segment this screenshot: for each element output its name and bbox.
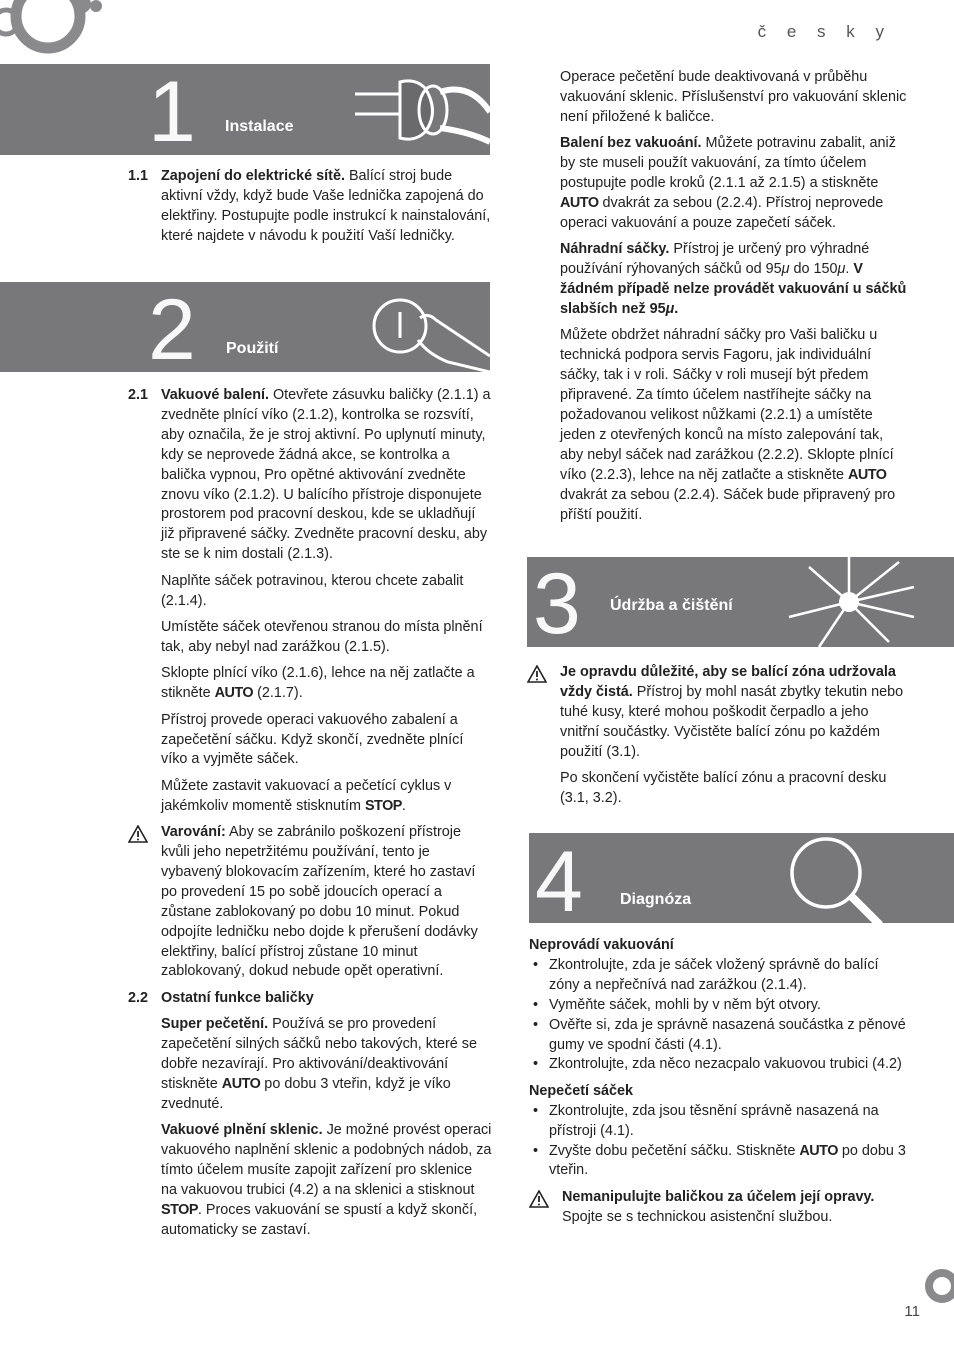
section-title: Použití bbox=[226, 340, 279, 357]
list-item: • Zkontrolujte, zda je sáček vložený správně do balící zóny a nepřečnívá nad zarážkou (2.1.4). bbox=[529, 956, 911, 996]
section-title: Diagnóza bbox=[620, 891, 692, 908]
paragraph-heading: Ostatní funkce baličky bbox=[161, 989, 314, 1006]
paragraph-text: Můžete zastavit vakuovací a pečetící cyklus v jakémkoliv momentě stisknutím STOP. bbox=[161, 777, 452, 814]
paragraph-text: Otevřete zásuvku baličky (2.1.1) a zvedněte plnící víko (2.1.2), kontrolka se rozsvítí, aby označila, že je stroj aktivní. Po uplynutí minuty, kdy se neprovede žádná akce, se kontrolka a balička vypnou, Pro opětné aktivování zvedněte znovu víko (2.1.2). U balícího přístroje disponujete prostorem pod pracovní deskou, kde se ukladňují již připravené sáčky. Zvedněte pracovní desku, aby ste se k nim dostali (2.1.3). bbox=[161, 387, 491, 563]
section-number: 3 bbox=[533, 557, 581, 647]
paragraph-text: Umístěte sáček otevřenou stranou do místa plnění tak, aby nebyl nad zarážkou (2.1.5). bbox=[161, 618, 483, 655]
warning-icon bbox=[529, 1190, 549, 1208]
decorative-circles-logo bbox=[0, 0, 110, 60]
section-number: 4 bbox=[535, 834, 583, 923]
section-band-udrzba bbox=[527, 557, 954, 647]
auto-key-label: AUTO bbox=[560, 194, 599, 211]
paragraph-text: Přístroj provede operaci vakuového zabalení a zapečetění sáčku. Když skončí, zvedněte plnící víko a vyjměte sáček. bbox=[161, 711, 464, 768]
sparkle-icon bbox=[779, 557, 919, 647]
paragraph-1-1 bbox=[128, 167, 492, 247]
paragraph-text: Můžete obdržet náhradní sáčky pro Vaši baličku u technická podpora servis Fagoru, jak individuální sáčky, tak i v roli. Sáčky v roli musejí být předem připravené. Za tímto účelem nastříhejte sáčky na požadovanou velikost nůžkami (2.2.1) a umístěte jeden z otevřených konců na místo zalepování tak, aby nebyl sáček nad zarážkou (2.2.2). Sklopte plnící víko (2.2.3), lehce na něj zatlačte a stiskněte AUTO dvakrát za sebou (2.2.4). Sáček bude připravený pro příští použití. bbox=[560, 327, 896, 523]
auto-key-label: AUTO bbox=[847, 466, 887, 483]
warning-heading: Je opravdu důležité, aby se balící zóna udržovala vždy čistá. bbox=[560, 664, 896, 700]
warning-block bbox=[527, 663, 910, 763]
section-band-diagnoza bbox=[529, 833, 954, 923]
right-column bbox=[560, 68, 910, 532]
list-item: • Vyměňte sáček, mohli by v něm být otvory. bbox=[529, 996, 911, 1016]
no-seal-checklist bbox=[529, 1102, 911, 1182]
warning-text: Aby se zabránilo poškození přístroje kvůli jeho nepetržitému používání, tento je vybavený blokovacím zařízením, které ho zastaví po provedení 15 po sobě jdoucích operací a zůstane zablokovaný po dobu 10 minut. Pokud odpojíte ledničku nebo dojde k přerušení dodávky elektřiny, balící přístroj zůstane 10 minut zablokovaný, dokud nebude opět operativní. bbox=[161, 824, 478, 980]
super-seal-paragraph: Super pečetění. Používá se pro provedení zapečetění silných sáčků nebo takových, které se dobře nezavírají. Pro aktivování/deaktivování stiskněte AUTO po dobu 3 vteřin, když je víko zvednuté. bbox=[161, 1016, 477, 1112]
section-title: Údržba a čištění bbox=[610, 597, 733, 614]
warning-block bbox=[529, 1188, 911, 1228]
paragraph-text: Sklopte plnící víko (2.1.6), lehce na něj zatlačte a stikněte AUTO (2.1.7). bbox=[161, 665, 475, 702]
no-vacuum-checklist bbox=[529, 956, 911, 1075]
diagnosis-heading-no-vacuum: Neprovádí vakuování bbox=[529, 937, 674, 953]
stop-key-label: STOP bbox=[364, 797, 402, 814]
paragraph-number: 1.1 bbox=[128, 168, 149, 184]
left-column-usage bbox=[128, 386, 492, 1247]
section-band-pouziti bbox=[0, 282, 490, 372]
paragraph-number: 2.1 bbox=[128, 387, 149, 403]
list-item: • Zkontrolujte, zda něco nezacpalo vakuovou trubici (4.2) bbox=[529, 1055, 911, 1075]
left-column bbox=[128, 167, 492, 253]
warning-block bbox=[128, 823, 492, 982]
maintenance-column bbox=[527, 663, 910, 815]
magnifier-icon bbox=[784, 833, 894, 923]
paragraph-text: Naplňte sáček potravinou, kterou chcete zabalit (2.1.4). bbox=[161, 572, 464, 609]
paragraph-text: Po skončení vyčistěte balící zónu a pracovní desku (3.1, 3.2). bbox=[560, 770, 887, 806]
list-item: • Zkontrolujte, zda jsou těsnění správně nasazená na přístroji (4.1). bbox=[529, 1102, 911, 1142]
section-number: 2 bbox=[148, 282, 196, 372]
warning-heading: Nemanipulujte baličkou za účelem její opravy. bbox=[562, 1188, 875, 1205]
paragraph-heading: Vakuové balení. bbox=[161, 387, 269, 403]
paragraph-2-2 bbox=[128, 989, 492, 1009]
list-item: • Zvyšte dobu pečetění sáčku. Stiskněte AUTO po dobu 3 vteřin. bbox=[529, 1142, 911, 1182]
auto-key-label: AUTO bbox=[799, 1142, 838, 1159]
section-band-instalace bbox=[0, 64, 490, 155]
warning-text: Spojte se s technickou asistenční službou. bbox=[562, 1208, 833, 1225]
decorative-circle bbox=[922, 1266, 954, 1306]
warning-heading: Varování: bbox=[161, 824, 226, 841]
page-number: 11 bbox=[904, 1303, 920, 1320]
diagnosis-heading-no-seal: Nepečetí sáček bbox=[529, 1082, 634, 1099]
language-label: č e s k y bbox=[757, 22, 892, 41]
paragraph-2-1 bbox=[128, 386, 492, 565]
finger-button-icon bbox=[368, 290, 490, 372]
replacement-bags-paragraph: Náhradní sáčky. Přístroj je určený pro výhradné používání rýhovaných sáčků od 95μ do 150μ. V žádném případě nelze provádět vakuování u sáčků slabších než 95μ. bbox=[560, 241, 907, 317]
plug-icon bbox=[345, 72, 490, 152]
warning-icon bbox=[128, 825, 148, 843]
auto-key-label: AUTO bbox=[221, 1076, 261, 1092]
no-vacuum-paragraph: Balení bez vakuoání. Můžete potravinu zabalit, aniž by ste museli použít vakuování, za tímto účelem postupujte podle kroků (2.1.1 až 2.1.5) a stiskněte AUTO dvakrát za sebou (2.2.4). Přístroj neprovede operaci vakuování a pouze zapečetí sáček. bbox=[560, 135, 896, 231]
paragraph-text: Operace pečetění bude deaktivovaná v průběhu vakuování sklenic. Příslušenství pro vakuování sklenic není přiložené k baličce. bbox=[560, 69, 907, 125]
auto-key-label: AUTO bbox=[214, 685, 254, 702]
stop-key-label: STOP bbox=[161, 1201, 198, 1218]
section-number: 1 bbox=[148, 64, 196, 155]
jar-vacuum-paragraph: Vakuové plnění sklenic. Je možné provést operaci vakuového naplnění sklenic a podobných nádob, za tímto účelem musíte zapojit zařízení pro sklenice na vakuovou trubici (4.2) a na sklenici a stisknout STOP. Proces vakuování se spustí a když skončí, automaticky se zastaví. bbox=[161, 1122, 492, 1238]
paragraph-number: 2.2 bbox=[128, 989, 149, 1006]
paragraph-text: Balící stroj bude aktivní vždy, když bude Vaše lednička zapojená do elektřiny. Postupujte podle instrukcí k nainstalování, které najdete v návodu k použití Vaší ledničky. bbox=[161, 168, 491, 244]
diagnosis-column bbox=[529, 936, 911, 1234]
warning-icon bbox=[527, 665, 547, 683]
section-title: Instalace bbox=[225, 118, 294, 135]
warning-text: Přístroj by mohl nasát zbytky tekutin nebo tuhé kusy, které mohou poškodit čerpadlo a jeho vnitřní součástky. Vyčistěte balící zónu po každém použití (3.1). bbox=[560, 683, 904, 760]
paragraph-heading: Zapojení do elektrické sítě. bbox=[161, 168, 345, 184]
list-item: • Ověřte si, zda je správně nasazená součástka z pěnové gumy ve spodní části (4.1). bbox=[529, 1016, 911, 1056]
